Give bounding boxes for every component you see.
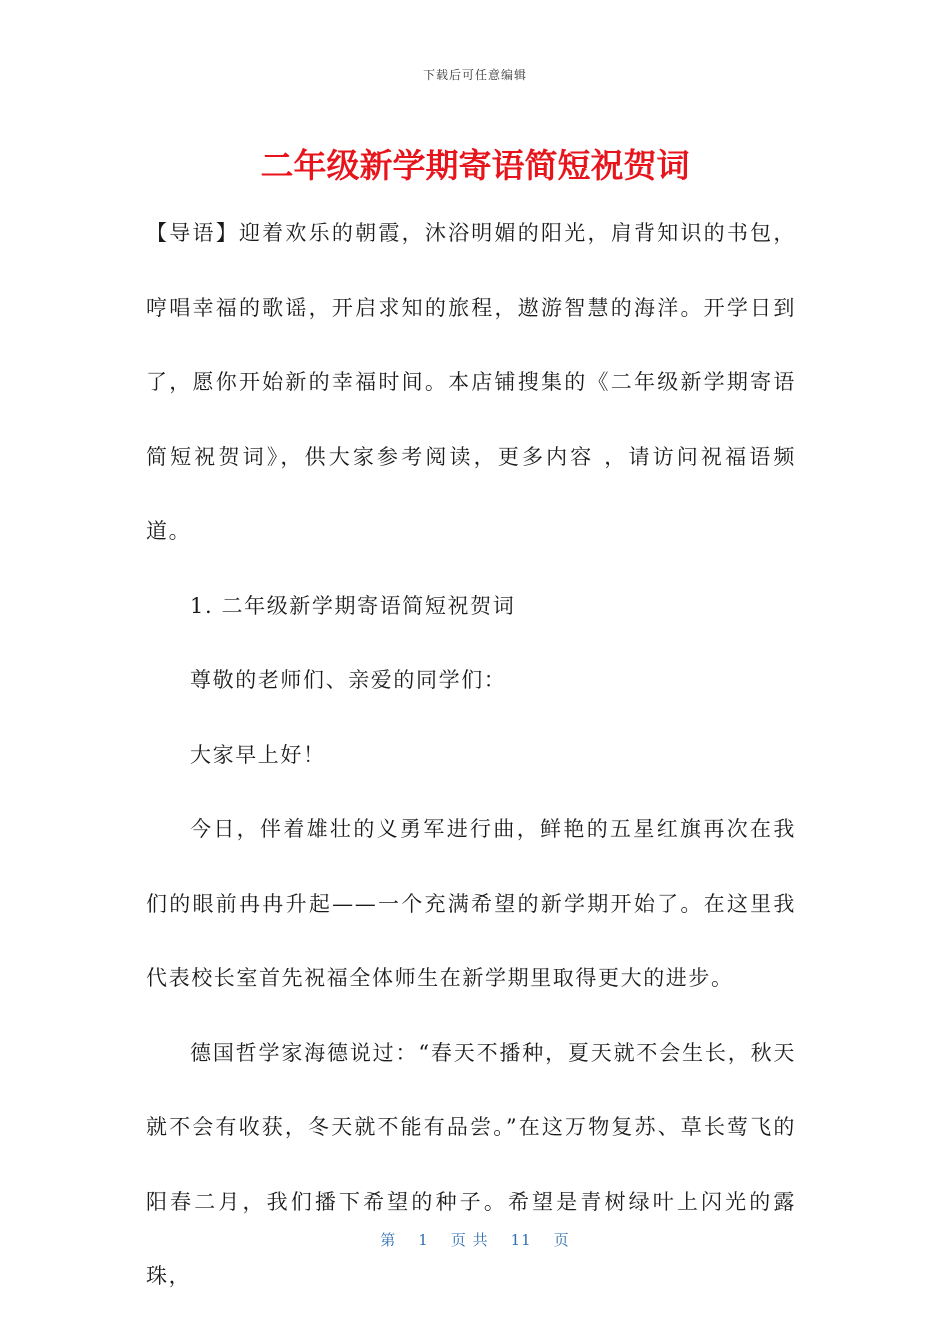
current-page-number: 1	[418, 1231, 429, 1249]
paragraph-section-heading: 1. 二年级新学期寄语简短祝贺词	[190, 593, 516, 618]
document-title: 二年级新学期寄语简短祝贺词	[260, 146, 690, 185]
footer-mid: 页 共	[450, 1231, 489, 1249]
document-body	[146, 196, 796, 1314]
paragraph-salutation: 尊敬的老师们、亲爱的同学们：	[190, 668, 507, 692]
footer-prefix: 第	[380, 1231, 397, 1249]
header-note: 下载后可任意编辑	[422, 68, 527, 82]
footer-suffix: 页	[553, 1231, 570, 1249]
page-footer	[0, 1229, 950, 1250]
paragraph-body: 今日，伴着雄壮的义勇军进行曲，鲜艳的五星红旗再次在我们的眼前冉冉升起——一个充满希望的新学期开始了。在这里我代表校长室首先祝福全体师生在新学期里取得更大的进步。	[146, 817, 796, 990]
total-pages-number: 11	[510, 1231, 532, 1249]
paragraph-body: 德国哲学家海德说过：“春天不播种，夏天就不会生长，秋天就不会有收获，冬天就不能有品尝。”在这万物复苏、草长莺飞的阳春二月，我们播下希望的种子。希望是青树绿叶上闪光的露珠，	[146, 1040, 796, 1288]
paragraph-intro: 【导语】迎着欢乐的朝霞，沐浴明媚的阳光，肩背知识的书包，哼唱幸福的歌谣，开启求知的旅程，遨游智慧的海洋。开学日到了，愿你开始新的幸福时间。本店铺搜集的《二年级新学期寄语简短祝贺词》，供大家参考阅读，更多内容 ，请访问祝福语频道。	[146, 221, 796, 543]
paragraph-greeting: 大家早上好！	[190, 742, 326, 767]
